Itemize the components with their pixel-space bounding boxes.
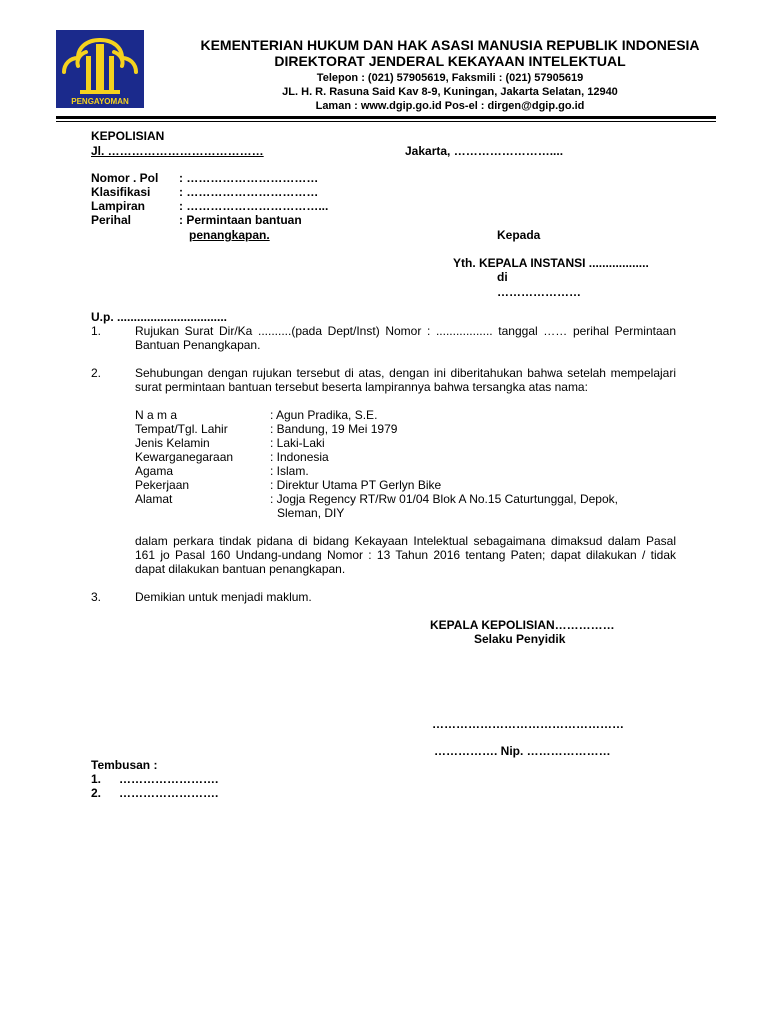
letterhead-ministry: KEMENTERIAN HUKUM DAN HAK ASASI MANUSIA REPUBLIK INDONESIA [200,37,700,53]
pengayoman-emblem-icon [56,30,144,108]
up-line: U.p. ................................. [91,310,228,324]
item-2-text: Sehubungan dengan rujukan tersebut di atas, dengan ini diberitahukan bahwa setelah mempelajari surat permintaan bantuan tersebut beserta lampirannya bahwa tersangka atas nama: [135,366,676,394]
item-number: 3. [91,590,102,604]
city-date: Jakarta, …………………….... [405,144,564,158]
suspect-value: : Direktur Utama PT Gerlyn Bike [270,478,442,492]
recipient-kepada: Kepada [497,228,541,242]
suspect-label: Jenis Kelamin [135,436,210,450]
field-value-klasifikasi: : …………………………… [179,185,319,199]
recipient-yth: Yth. KEPALA INSTANSI .................. [453,256,649,270]
field-value-nomor: : …………………………… [179,171,319,185]
field-label-perihal: Perihal [91,213,132,227]
field-label-klasifikasi: Klasifikasi [91,185,151,199]
suspect-value: : Agun Pradika, S.E. [270,408,378,422]
signature-nip-line: ……………. Nip. ………………… [434,744,611,758]
suspect-value: : Indonesia [270,450,329,464]
suspect-value: : Jogja Regency RT/Rw 01/04 Blok A No.15 Caturtunggal, Depok, [270,492,618,506]
tembusan-item-text: ……………………. [119,786,219,800]
letterhead-divider-thin [56,121,716,122]
suspect-label: Pekerjaan [135,478,190,492]
field-value-perihal: : Permintaan bantuan [179,213,302,227]
tembusan-label: Tembusan : [91,758,158,772]
item-3-text: Demikian untuk menjadi maklum. [135,590,312,604]
tembusan-item-number: 1. [91,772,102,786]
addressee-street: Jl. ………………………………… [91,144,264,158]
suspect-label: Alamat [135,492,173,506]
signature-name-line: ………………………………………… [432,717,624,731]
suspect-value: : Laki-Laki [270,436,325,450]
recipient-di: di [497,270,508,284]
field-value-perihal-cont: penangkapan. [189,228,270,242]
suspect-label: Agama [135,464,174,478]
suspect-value: : Bandung, 19 Mei 1979 [270,422,398,436]
field-value-lampiran: : ……………………………... [179,199,329,213]
case-paragraph: dalam perkara tindak pidana di bidang Kekayaan Intelektual sebagaimana dimaksud dalam Pasal 161 jo Pasal 160 Undang-undang Nomor : 13 Tahun 2016 tentang Paten; dapat dilakukan / tidak dapat dilakukan bantuan penangkapan. [135,534,676,576]
suspect-label: N a m a [135,408,178,422]
item-1-text: Rujukan Surat Dir/Ka ..........(pada Dept/Inst) Nomor : ................. tanggal …… perihal Permintaan Bantuan Penangkapan. [135,324,676,352]
field-label-nomor: Nomor . Pol [91,171,159,185]
tembusan-item-number: 2. [91,786,102,800]
tembusan-item-text: ……………………. [119,772,219,786]
letterhead-phone: Telepon : (021) 57905619, Faksmili : (021) 57905619 [316,72,584,84]
suspect-label: Tempat/Tgl. Lahir [135,422,228,436]
letterhead-divider-thick [56,116,716,119]
letterhead-web-email: Laman : www.dgip.go.id Pos-el : dirgen@dgip.go.id [315,100,585,112]
suspect-address-cont: Sleman, DIY [277,506,345,520]
recipient-dots: ………………… [497,285,581,299]
suspect-label: Kewarganegaraan [135,450,234,464]
field-label-lampiran: Lampiran [91,199,146,213]
item-number: 1. [91,324,102,338]
signature-subtitle: Selaku Penyidik [474,632,566,646]
svg-text:PENGAYOMAN: PENGAYOMAN [71,97,129,106]
pengayoman-logo [56,30,144,108]
letterhead-address: JL. H. R. Rasuna Said Kav 8-9, Kuningan, Jakarta Selatan, 12940 [282,86,618,98]
suspect-value: : Islam. [270,464,309,478]
item-number: 2. [91,366,102,380]
letterhead-directorate: DIREKTORAT JENDERAL KEKAYAAN INTELEKTUAL [274,53,626,69]
addressee-org: KEPOLISIAN [91,129,165,143]
signature-title: KEPALA KEPOLISIAN…………… [430,618,615,632]
